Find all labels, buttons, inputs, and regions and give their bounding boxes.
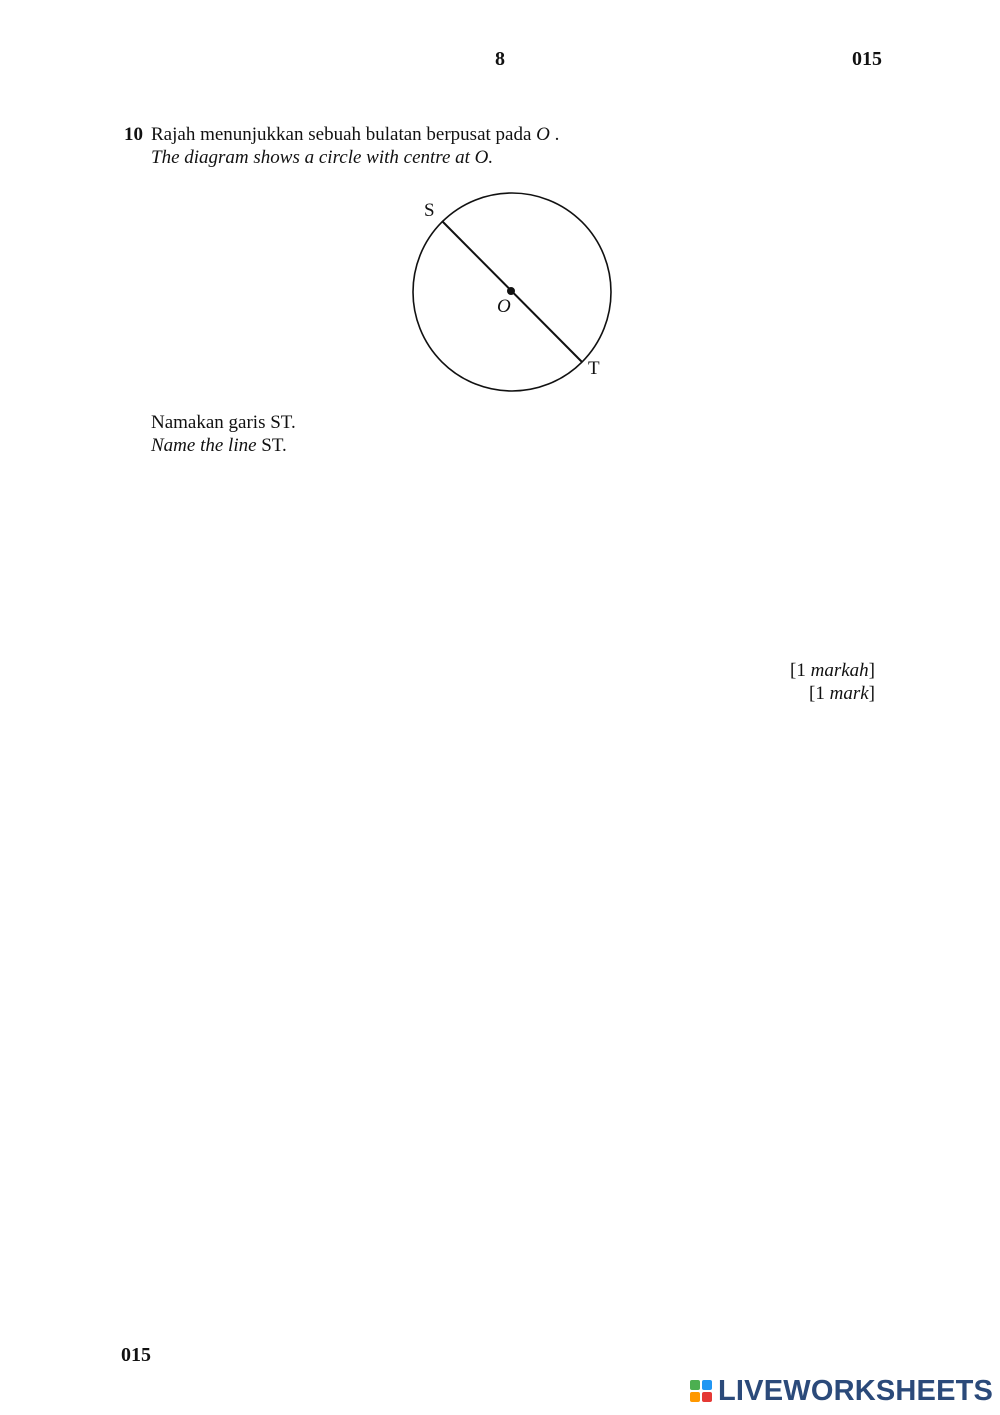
label-o: O (497, 296, 511, 317)
label-t: T (588, 358, 600, 379)
marks-malay-word: markah (810, 660, 869, 681)
centre-point (507, 287, 515, 295)
marks-english-word: mark (829, 683, 869, 704)
logo-square-4 (702, 1392, 712, 1402)
question-malay-task: Namakan garis ST. (151, 412, 296, 433)
question-english-task (151, 435, 287, 457)
label-s: S (424, 200, 435, 221)
paper-code-footer: 015 (121, 1344, 151, 1366)
english-task-plain: ST. (261, 435, 287, 456)
marks-english-close: ] (868, 683, 875, 704)
page-number: 8 (495, 48, 505, 70)
question-malay-intro (151, 124, 559, 146)
english-task-italic: Name the line (151, 435, 257, 456)
marks-malay-close: ] (868, 660, 875, 681)
paper-code-header: 015 (852, 48, 882, 70)
marks-english-open: [1 (809, 683, 825, 704)
liveworksheets-logo-icon (690, 1380, 712, 1402)
question-number: 10 (124, 124, 143, 145)
malay-intro-end: . (554, 124, 560, 145)
liveworksheets-brand (690, 1372, 993, 1410)
marks-malay-open: [1 (790, 660, 806, 681)
marks-malay (790, 660, 875, 682)
logo-square-3 (690, 1392, 700, 1402)
malay-intro-variable: O (536, 124, 550, 145)
logo-square-1 (690, 1380, 700, 1390)
circle-diagram (400, 188, 630, 398)
brand-name: LIVEWORKSHEETS (718, 1374, 994, 1407)
question-english-intro: The diagram shows a circle with centre at O. (151, 147, 494, 168)
malay-intro-text: Rajah menunjukkan sebuah bulatan berpusat pada (151, 124, 532, 145)
marks-english (809, 683, 875, 705)
logo-square-2 (702, 1380, 712, 1390)
